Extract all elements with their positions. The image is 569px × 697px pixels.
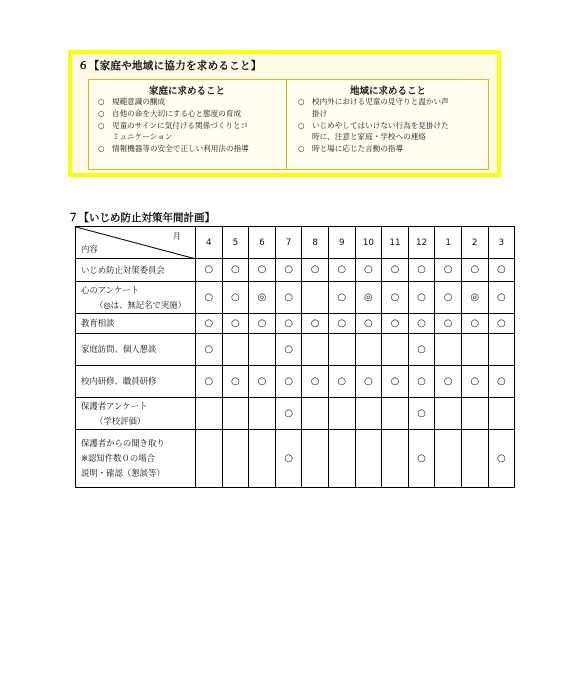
empty-cell	[461, 430, 488, 488]
request-text: ミュニケーション	[112, 132, 173, 142]
empty-cell	[222, 334, 249, 366]
activity-label	[76, 366, 196, 398]
circle-mark: ○	[355, 259, 382, 282]
table-row	[76, 334, 515, 366]
circle-mark: ○	[196, 282, 223, 314]
circle-mark: ○	[275, 282, 302, 314]
request-item	[98, 108, 282, 120]
circle-mark: ○	[275, 398, 302, 430]
circle-mark: ○	[249, 314, 276, 334]
circle-mark: ○	[222, 259, 249, 282]
circle-mark: ○	[249, 259, 276, 282]
circle-mark: ○	[408, 366, 435, 398]
circle-mark: ○	[435, 314, 462, 334]
table-row	[76, 398, 515, 430]
empty-cell	[222, 398, 249, 430]
circle-mark: ○	[488, 314, 515, 334]
empty-cell	[461, 398, 488, 430]
table-row	[76, 366, 515, 398]
circle-mark: ○	[408, 430, 435, 488]
month-header: 2	[461, 227, 488, 259]
empty-cell	[382, 334, 409, 366]
circle-mark: ○	[328, 282, 355, 314]
circle-mark: ○	[275, 314, 302, 334]
request-text: 時に、注意と家庭・学校への連絡	[312, 132, 426, 142]
request-text: 時と場に応じた言動の指導	[312, 144, 404, 154]
activity-text: 心のアンケート	[81, 284, 140, 295]
request-item	[98, 120, 282, 144]
section7-title: ７【いじめ防止対策年間計画】	[68, 212, 215, 224]
empty-cell	[328, 398, 355, 430]
activity-label	[76, 430, 196, 488]
month-header: 4	[196, 227, 223, 259]
month-header: 6	[249, 227, 276, 259]
empty-cell	[328, 430, 355, 488]
circle-mark: ○	[382, 314, 409, 334]
community-heading: 地域に求めること	[349, 86, 426, 97]
activity-text: （◎は、無記名で実施）	[95, 299, 187, 310]
month-header: 10	[355, 227, 382, 259]
circle-mark: ○	[382, 282, 409, 314]
activity-label	[76, 259, 196, 282]
double-circle-mark: ◎	[461, 282, 488, 314]
empty-cell	[196, 398, 223, 430]
activity-text: 説明・確認（懇談等）	[81, 468, 165, 478]
month-header: 12	[408, 227, 435, 259]
month-header: 9	[328, 227, 355, 259]
empty-cell	[435, 430, 462, 488]
circle-mark: ○	[196, 366, 223, 398]
bullet-circle-icon: ○	[98, 108, 105, 118]
month-header: 5	[222, 227, 249, 259]
empty-cell	[249, 334, 276, 366]
request-item	[298, 143, 486, 155]
circle-mark: ○	[408, 314, 435, 334]
bullet-circle-icon: ○	[98, 97, 105, 106]
activity-label	[76, 398, 196, 430]
table-row	[76, 259, 515, 282]
circle-mark: ○	[328, 366, 355, 398]
activity-text: 教育相談	[81, 318, 115, 328]
circle-mark: ○	[302, 314, 329, 334]
circle-mark: ○	[461, 259, 488, 282]
circle-mark: ○	[488, 259, 515, 282]
empty-cell	[355, 334, 382, 366]
circle-mark: ○	[461, 314, 488, 334]
circle-mark: ○	[302, 259, 329, 282]
bullet-circle-icon: ○	[298, 97, 305, 106]
annual-plan-table	[75, 226, 515, 488]
empty-cell	[302, 430, 329, 488]
circle-mark: ○	[408, 259, 435, 282]
activity-text: （学校評価）	[95, 415, 146, 426]
request-text: 校内外における児童の見守りと温かい声	[312, 97, 449, 106]
activity-text: いじめ防止対策委員会	[81, 264, 165, 275]
bullet-circle-icon: ○	[298, 120, 305, 130]
month-header: 8	[302, 227, 329, 259]
month-axis-label: 月	[172, 231, 181, 241]
circle-mark: ○	[222, 314, 249, 334]
header-corner-cell	[76, 227, 196, 259]
request-text: いじめやしてはいけない行為を見掛けた	[312, 120, 449, 130]
circle-mark: ○	[435, 366, 462, 398]
circle-mark: ○	[196, 314, 223, 334]
activity-text: 校内研修、職員研修	[81, 376, 157, 386]
empty-cell	[355, 398, 382, 430]
empty-cell	[196, 430, 223, 488]
circle-mark: ○	[328, 314, 355, 334]
circle-mark: ○	[275, 259, 302, 282]
empty-cell	[488, 398, 515, 430]
bullet-circle-icon: ○	[298, 144, 305, 154]
empty-cell	[302, 398, 329, 430]
bullet-circle-icon: ○	[98, 144, 105, 154]
circle-mark: ○	[275, 334, 302, 366]
request-text: 掛け	[312, 108, 328, 118]
circle-mark: ○	[275, 430, 302, 488]
activity-text: 保護者からの聞き取り	[81, 438, 165, 448]
empty-cell	[328, 334, 355, 366]
circle-mark: ○	[488, 366, 515, 398]
content-axis-label: 内容	[81, 244, 98, 254]
circle-mark: ○	[196, 334, 223, 366]
empty-cell	[461, 334, 488, 366]
month-header: 7	[275, 227, 302, 259]
request-item	[298, 96, 486, 120]
empty-cell	[382, 430, 409, 488]
empty-cell	[302, 334, 329, 366]
empty-cell	[435, 334, 462, 366]
section6-title: ６【家庭や地域に協力を求めること】	[78, 60, 262, 72]
empty-cell	[222, 430, 249, 488]
home-heading: 家庭に求めること	[148, 86, 225, 97]
circle-mark: ○	[355, 314, 382, 334]
home-requests-list	[98, 96, 282, 155]
activity-label	[76, 334, 196, 366]
circle-mark: ○	[408, 334, 435, 366]
activity-text: 保護者アンケート	[81, 400, 148, 411]
activity-text: 家庭訪問、個人懇談	[81, 344, 157, 354]
table-row	[76, 314, 515, 334]
circle-mark: ○	[302, 366, 329, 398]
month-header: 11	[382, 227, 409, 259]
circle-mark: ○	[408, 282, 435, 314]
empty-cell	[382, 398, 409, 430]
request-text: 規範意識の醸成	[112, 97, 166, 106]
activity-text: ※認知件数０の場合	[81, 453, 156, 463]
request-item	[98, 96, 282, 108]
table-row	[76, 430, 515, 488]
circle-mark: ○	[222, 282, 249, 314]
circle-mark: ○	[382, 366, 409, 398]
empty-cell	[302, 282, 329, 314]
request-text: 自他の命を大切にする心と態度の育成	[112, 108, 242, 118]
circle-mark: ○	[355, 366, 382, 398]
request-text: 情報機器等の安全で正しい利用法の指導	[112, 144, 249, 154]
empty-cell	[249, 430, 276, 488]
community-requests-list	[298, 96, 486, 155]
request-item	[298, 120, 486, 144]
request-text: 児童のサインに気付ける関係づくりとコ	[112, 120, 249, 130]
double-circle-mark: ◎	[249, 282, 276, 314]
circle-mark: ○	[249, 366, 276, 398]
circle-mark: ○	[328, 259, 355, 282]
circle-mark: ○	[408, 398, 435, 430]
bullet-circle-icon: ○	[98, 120, 105, 130]
empty-cell	[488, 334, 515, 366]
circle-mark: ○	[222, 366, 249, 398]
circle-mark: ○	[275, 366, 302, 398]
empty-cell	[355, 430, 382, 488]
circle-mark: ○	[488, 282, 515, 314]
table-row	[76, 282, 515, 314]
circle-mark: ○	[382, 259, 409, 282]
activity-label	[76, 314, 196, 334]
activity-label	[76, 282, 196, 314]
circle-mark: ○	[488, 430, 515, 488]
circle-mark: ○	[435, 259, 462, 282]
double-circle-mark: ◎	[355, 282, 382, 314]
circle-mark: ○	[461, 366, 488, 398]
request-item	[98, 143, 282, 155]
empty-cell	[435, 398, 462, 430]
month-header: 1	[435, 227, 462, 259]
empty-cell	[249, 398, 276, 430]
circle-mark: ○	[196, 259, 223, 282]
circle-mark: ○	[435, 282, 462, 314]
month-header: 3	[488, 227, 515, 259]
